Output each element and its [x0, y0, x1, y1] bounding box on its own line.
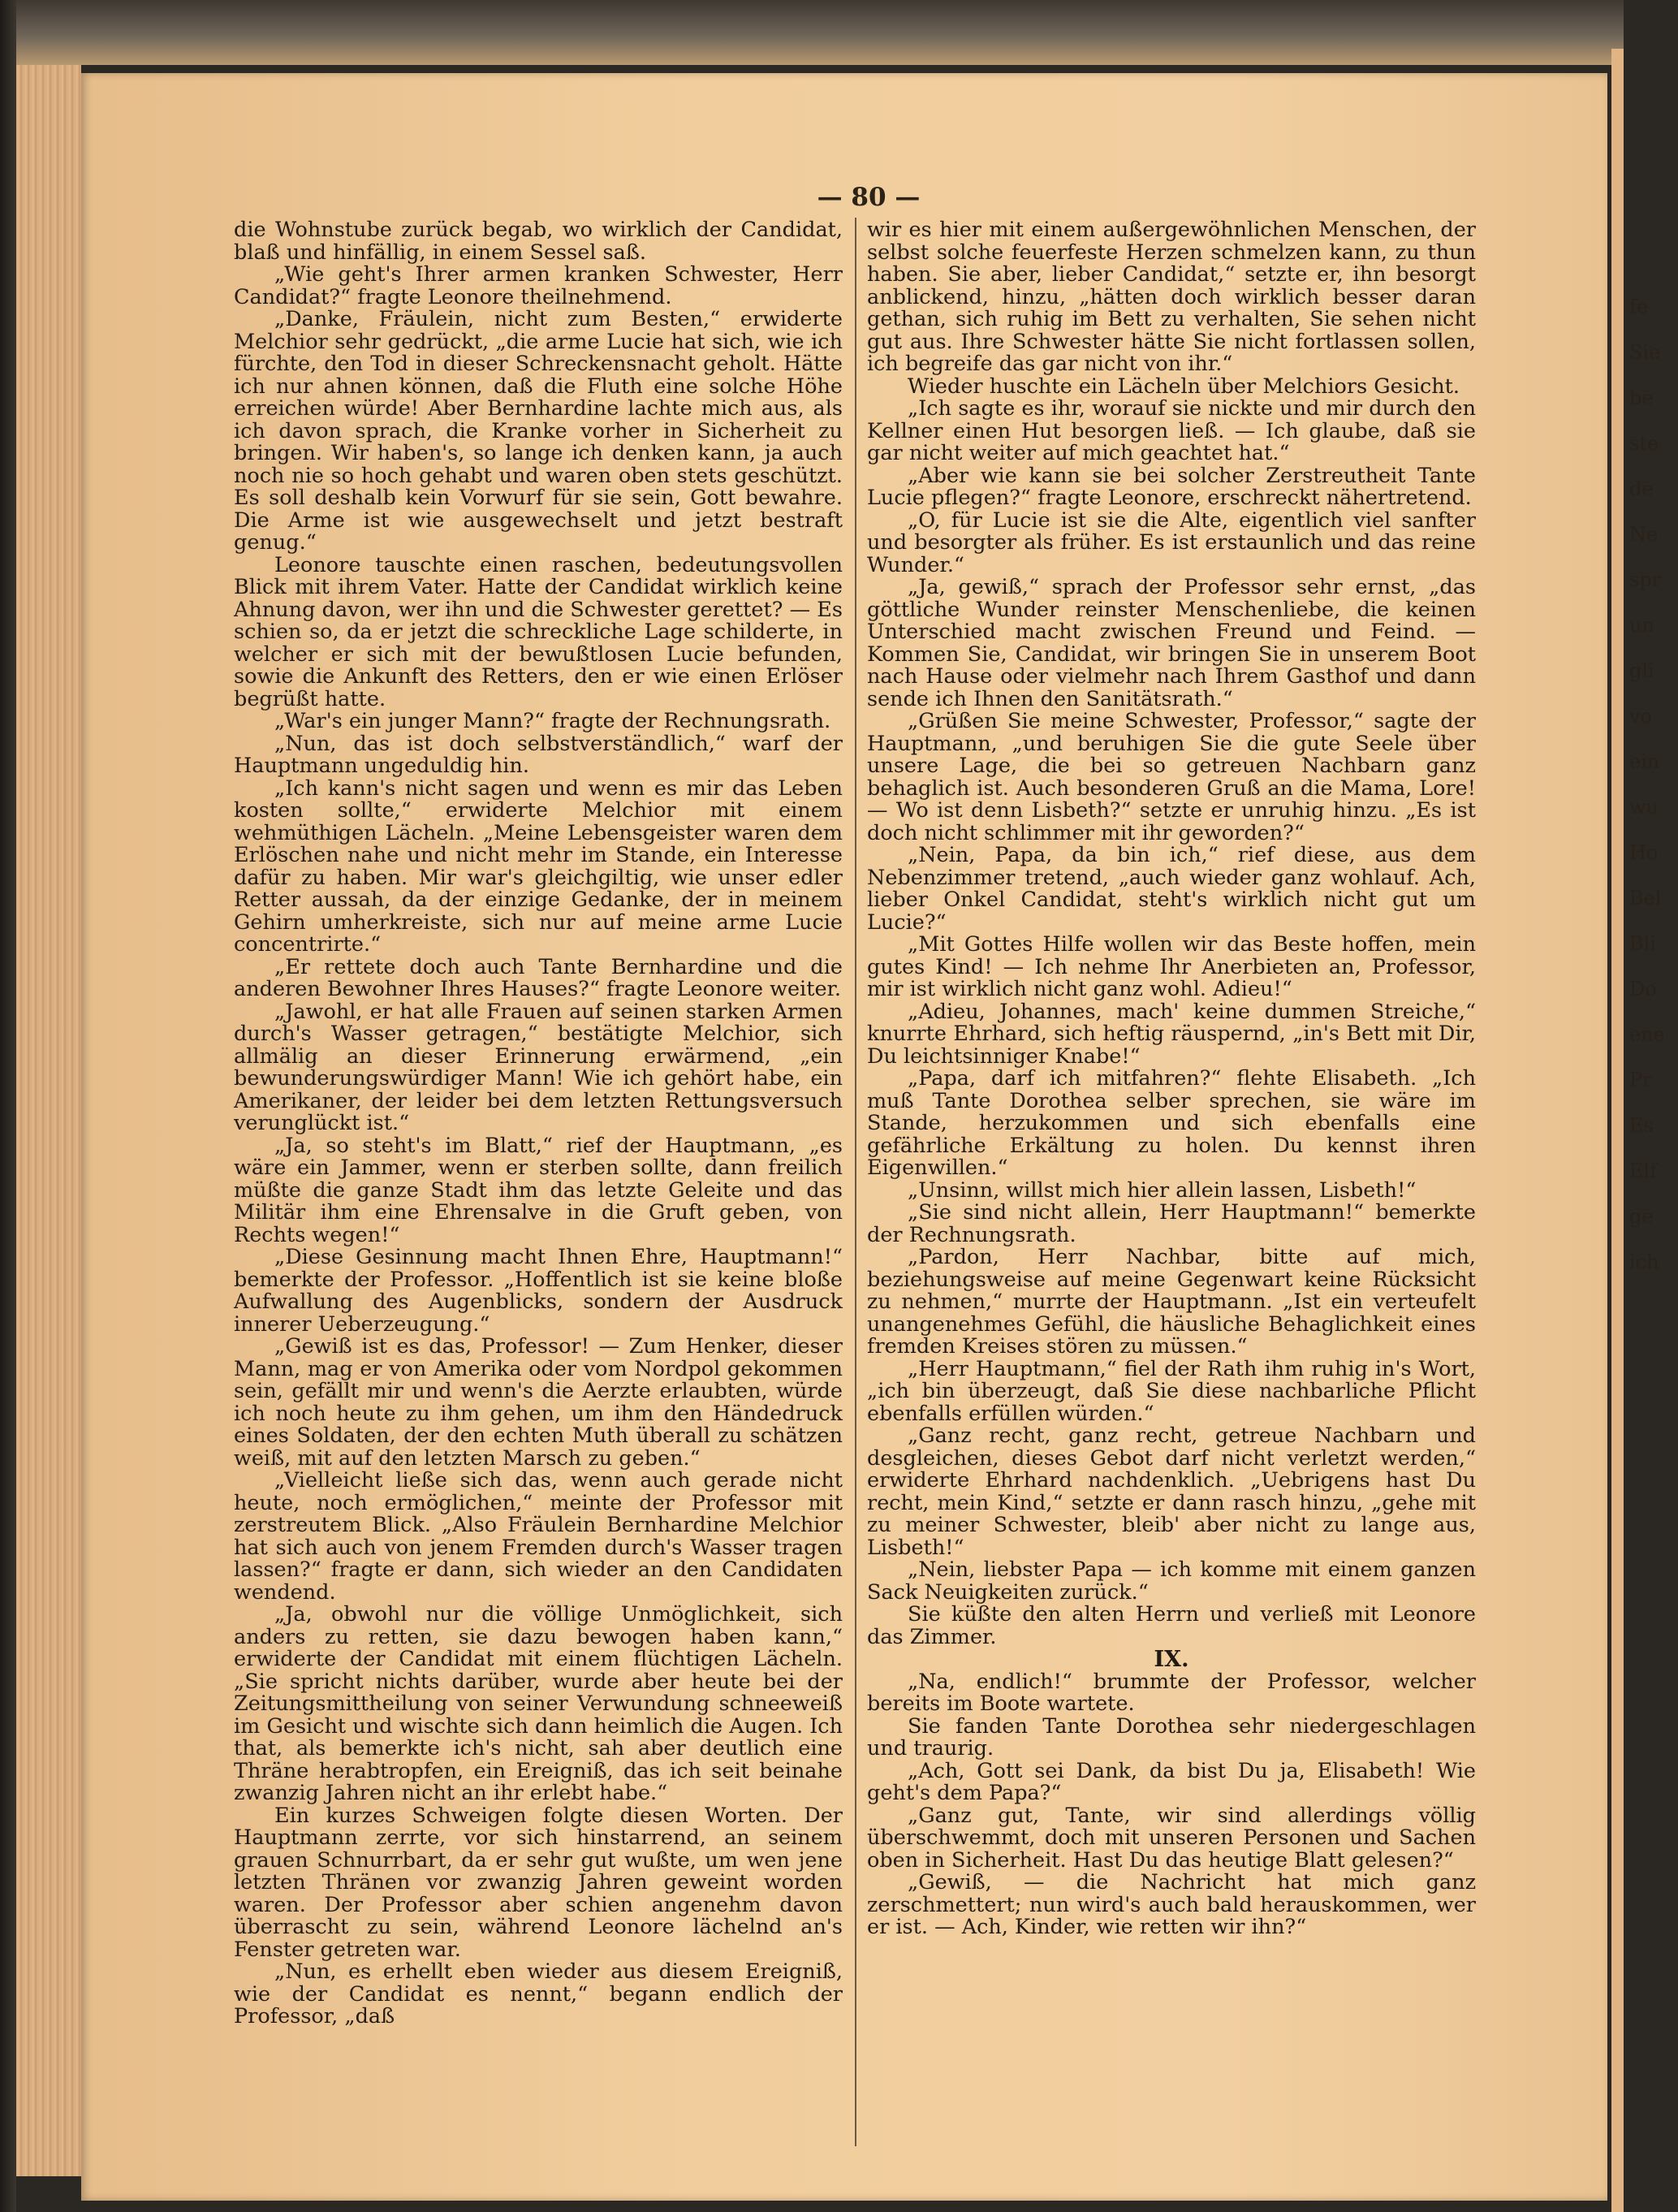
- paragraph: die Wohnstube zurück begab, wo wirklich der Candidat, blaß und hinfällig, in einem Sessel saß.: [234, 218, 843, 265]
- paragraph: Sie küßte den alten Herrn und verließ mit Leonore das Zimmer.: [867, 1602, 1476, 1649]
- next-page-fragment: ene: [1629, 1023, 1665, 1046]
- paragraph: „Nein, liebster Papa — ich komme mit einem ganzen Sack Neuigkeiten zurück.“: [867, 1557, 1476, 1605]
- text-column-right: [867, 219, 1476, 1939]
- page-stack-edges: [16, 65, 81, 2176]
- paragraph: „Ganz gut, Tante, wir sind allerdings völlig überschwemmt, doch mit unseren Personen und Sachen oben in Sicherheit. Hast Du das heutige Blatt gelesen?“: [867, 1803, 1476, 1873]
- paragraph: Ein kurzes Schweigen folgte diesen Worten. Der Hauptmann zerrte, vor sich hinstarrend, an seinem grauen Schnurrbart, da er sehr gut wußte, um wen jene letzten Thränen vor zwanzig Jahren geweint worden waren. Der Professor aber schien angenehm davon überrascht zu sein, während Leonore lächelnd an's Fenster getreten war.: [234, 1803, 843, 1962]
- next-page-fragment: Ne: [1629, 523, 1659, 546]
- paragraph: „Aber wie kann sie bei solcher Zerstreutheit Tante Lucie pflegen?“ fragte Leonore, erschreckt nähertretend.: [867, 463, 1476, 510]
- paragraph: „Ganz recht, ganz recht, getreue Nachbarn und desgleichen, dieses Gebot darf nicht verletzt werden,“ erwiderte Ehrhard nachdenklich. „Uebrigens hast Du recht, mein Kind,“ setzte er dann rasch hinzu, „gehe mit zu meiner Schwester, bleib' aber nicht zu lange aus, Lisbeth!“: [867, 1424, 1476, 1560]
- next-page-fragment: Elf: [1629, 1160, 1658, 1182]
- paragraph: „Adieu, Johannes, mach' keine dummen Streiche,“ knurrte Ehrhard, sich heftig räuspernd, „in's Bett mit Dir, Du leichtsinniger Knabe!“: [867, 999, 1476, 1069]
- paragraph: „Pardon, Herr Nachbar, bitte auf mich, beziehungsweise auf meine Gegenwart keine Rücksicht zu nehmen,“ murrte der Hauptmann. „Ist ein verteufelt unangenehmes Gefühl, die häusliche Behaglichkeit eines fremden Kreises stören zu müssen.“: [867, 1245, 1476, 1359]
- column-divider: [855, 218, 856, 2146]
- paragraph: „Vielleicht ließe sich das, wenn auch gerade nicht heute, noch ermöglichen,“ meinte der Professor mit zerstreutem Blick. „Also Fräulein Bernhardine Melchior hat sich auch von jenem Fremden durch's Wasser tragen lassen?“ fragte er dann, sich wieder an den Candidaten wendend.: [234, 1468, 843, 1605]
- paragraph: „Ja, so steht's im Blatt,“ rief der Hauptmann, „es wäre ein Jammer, wenn er sterben sollte, dann freilich müßte die ganze Stadt ihm das letzte Geleite und das Militär ihm eine Ehrensalve in die Gruft geben, von Rechts wegen!“: [234, 1133, 843, 1247]
- paragraph: „Na, endlich!“ brummte der Professor, welcher bereits im Boote wartete.: [867, 1669, 1476, 1716]
- paragraph: „Ja, gewiß,“ sprach der Professor sehr ernst, „das göttliche Wunder reinster Menschenliebe, die keinen Unterschied macht zwischen Freund und Feind. — Kommen Sie, Candidat, wir bringen Sie in unserem Boot nach Hause oder vielmehr nach Ihrem Gasthof und dann sende ich Ihnen den Sanitätsrath.“: [867, 575, 1476, 711]
- next-page-fragment: ge: [1629, 1205, 1654, 1228]
- paragraph: „Nun, das ist doch selbstverständlich,“ warf der Hauptmann ungeduldig hin.: [234, 731, 843, 778]
- paragraph: „Papa, darf ich mitfahren?“ flehte Elisabeth. „Ich muß Tante Dorothea selber sprechen, sie wäre im Stande, herzukommen und sich ebenfalls eine gefährliche Erkältung zu holen. Du kennst ihren Eigenwillen.“: [867, 1066, 1476, 1180]
- paragraph: Leonore tauschte einen raschen, bedeutungsvollen Blick mit ihrem Vater. Hatte der Candidat wirklich keine Ahnung davon, wer ihn und die Schwester gerettet? — Es schien so, da er jetzt die schreckliche Lage schilderte, in welcher er sich mit der bewußtlosen Lucie befunden, sowie die Ankunft des Retters, den er wie einen Erlöser begrüßt hatte.: [234, 552, 843, 711]
- book-cover-edge: [0, 0, 16, 2212]
- paragraph: „Diese Gesinnung macht Ihnen Ehre, Hauptmann!“ bemerkte der Professor. „Hoffentlich ist sie keine bloße Aufwallung des Augenblicks, sondern der Ausdruck innerer Ueberzeugung.“: [234, 1245, 843, 1337]
- next-page-fragment: Bel: [1629, 887, 1662, 909]
- paragraph: Wieder huschte ein Lächeln über Melchiors Gesicht.: [908, 374, 1460, 399]
- paragraph: wir es hier mit einem außergewöhnlichen Menschen, der selbst solche feuerfeste Herzen schmelzen kann, zu thun haben. Sie aber, lieber Candidat,“ setzte er, ihn besorgt anblickend, hinzu, „hätten doch wirklich besser daran gethan, sich ruhig im Bett zu verhalten, Sie sehen nicht gut aus. Ihre Schwester hätte Sie nicht fortlassen sollen, ich begreife das gar nicht von ihr.“: [867, 218, 1476, 376]
- paragraph: „Gewiß, — die Nachricht hat mich ganz zerschmettert; nun wird's auch bald herauskommen, wer er ist. — Ach, Kinder, wie retten wir ihn?“: [867, 1870, 1476, 1939]
- paragraph: „Sie sind nicht allein, Herr Hauptmann!“ bemerkte der Rechnungsrath.: [867, 1200, 1476, 1247]
- next-page-fragment: spr: [1629, 568, 1662, 591]
- paragraph: „Mit Gottes Hilfe wollen wir das Beste hoffen, mein gutes Kind! — Ich nehme Ihr Anerbieten an, Professor, mir ist wirklich nicht ganz wohl. Adieu!“: [867, 932, 1476, 1001]
- paragraph: „Er rettete doch auch Tante Bernhardine und die anderen Bewohner Ihres Hauses?“ fragte Leonore weiter.: [234, 954, 843, 1001]
- paragraph: „Gewiß ist es das, Professor! — Zum Henker, dieser Mann, mag er von Amerika oder vom Nordpol gekommen sein, gefällt mir und wenn's die Aerzte erlaubten, würde ich noch heute zu ihm gehen, um ihm den Händedruck eines Soldaten, der den echten Muth überall zu schätzen weiß, mit auf den letzten Marsch zu geben.“: [234, 1334, 843, 1471]
- paragraph: „Danke, Fräulein, nicht zum Besten,“ erwiderte Melchior sehr gedrückt, „die arme Lucie hat sich, wie ich fürchte, den Tod in dieser Schreckensnacht geholt. Hätte ich nur ahnen können, daß die Fluth eine solche Höhe erreichen würde! Aber Bernhardine lachte mich aus, als ich davon sprach, die Kranke vorher in Sicherheit zu bringen. Wir haben's, so lange ich denken kann, ja auch noch nie so hoch gehabt und waren oben stets geschützt. Es soll deshalb kein Vorwurf für sie sein, Gott bewahre. Die Arme ist wie ausgewechselt und jetzt bestraft genug.“: [234, 307, 843, 555]
- next-page-fragment: Bli: [1629, 932, 1656, 955]
- next-page-fragment: ein: [1629, 750, 1660, 773]
- next-page-fragment: vo: [1629, 705, 1653, 728]
- next-page-fragment: Sie: [1629, 341, 1661, 364]
- paragraph: „Wie geht's Ihrer armen kranken Schwester, Herr Candidat?“ fragte Leonore theilnehmend.: [234, 262, 843, 309]
- next-page-fragment: Do: [1629, 978, 1657, 1000]
- paragraph: „Ich sagte es ihr, worauf sie nickte und mir durch den Kellner einen Hut besorgen ließ. — Ich glaube, daß sie gar nicht weiter auf mich geachtet hat.“: [867, 396, 1476, 465]
- next-page-fragment: ich: [1629, 1251, 1659, 1273]
- next-page-fragment: wu: [1629, 796, 1659, 819]
- paragraph: „Herr Hauptmann,“ fiel der Rath ihm ruhig in's Wort, „ich bin überzeugt, daß Sie diese nachbarliche Pflicht ebenfalls erfüllen würden.“: [867, 1356, 1476, 1426]
- next-page-fragment: Pr: [1629, 1069, 1652, 1091]
- paragraph: „Nun, es erhellt eben wieder aus diesem Ereigniß, wie der Candidat es nennt,“ begann endlich der Professor, „daß: [234, 1959, 843, 2028]
- next-page-fragment: fe: [1629, 296, 1649, 318]
- next-page-fragments: [1629, 284, 1678, 1285]
- paragraph: „Unsinn, willst mich hier allein lassen, Lisbeth!“: [908, 1177, 1417, 1203]
- next-page-edge: [1611, 49, 1624, 2212]
- next-page-fragment: be: [1629, 387, 1654, 409]
- next-page-fragment: de: [1629, 477, 1654, 500]
- book-top-edge: [16, 0, 1624, 65]
- text-column-left: [234, 219, 843, 2028]
- paragraph: „War's ein junger Mann?“ fragte der Rechnungsrath.: [274, 709, 831, 733]
- paragraph: „Jawohl, er hat alle Frauen auf seinen starken Armen durch's Wasser getragen,“ bestätigte Melchior, sich allmälig an dieser Erinnerung erwärmend, „ein bewunderungswürdiger Mann! Wie ich gehört habe, ein Amerikaner, der leider bei dem letzten Rettungsversuch verunglückt ist.“: [234, 999, 843, 1135]
- next-page-fragment: ste: [1629, 432, 1659, 455]
- paragraph: „Ich kann's nicht sagen und wenn es mir das Leben kosten sollte,“ erwiderte Melchior mit einem wehmüthigen Lächeln. „Meine Lebensgeister waren dem Erlöschen nahe und nicht mehr im Stande, ein Interesse dafür zu haben. Mir war's gleichgiltig, wie unser edler Retter aussah, da der einzige Gedanke, der in meinem Gehirn umherkreiste, sich nur auf meine arme Lucie concentrirte.“: [234, 775, 843, 957]
- next-page-fragment: gli: [1629, 659, 1654, 682]
- next-page-fragment: un: [1629, 614, 1654, 637]
- paragraph: „Ja, obwohl nur die völlige Unmöglichkeit, sich anders zu retten, sie dazu bewogen haben kann,“ erwiderte der Candidat mit einem flüchtigen Lächeln. „Sie spricht nichts darüber, wurde aber heute bei der Zeitungsmittheilung von seiner Verwundung schneeweiß im Gesicht und wischte sich dann heimlich die Augen. Ich that, als bemerkte ich's nicht, sah aber deutlich eine Thräne herabtropfen, ein Ereigniß, das ich seit beinahe zwanzig Jahren nicht an ihr erlebt habe.“: [234, 1602, 843, 1805]
- paragraph: „O, für Lucie ist sie die Alte, eigentlich viel sanfter und besorgter als früher. Es ist erstaunlich und das reine Wunder.“: [867, 508, 1476, 577]
- chapter-heading: IX.: [1154, 1647, 1189, 1672]
- paragraph: „Ach, Gott sei Dank, da bist Du ja, Elisabeth! Wie geht's dem Papa?“: [867, 1758, 1476, 1805]
- paragraph: „Grüßen Sie meine Schwester, Professor,“ sagte der Hauptmann, „und beruhigen Sie die gute Seele über unsere Lage, die bei so getreuen Nachbarn ganz behaglich ist. Auch besonderen Gruß an die Mama, Lore! — Wo ist denn Lisbeth?“ setzte er unruhig hinzu. „Es ist doch nicht schlimmer mit ihr geworden?“: [867, 709, 1476, 845]
- next-page-fragment: Ho: [1629, 841, 1659, 864]
- paragraph: Sie fanden Tante Dorothea sehr niedergeschlagen und traurig.: [867, 1713, 1476, 1761]
- next-page-fragment: Es: [1629, 1114, 1654, 1137]
- paragraph: „Nein, Papa, da bin ich,“ rief diese, aus dem Nebenzimmer tretend, „auch wieder ganz wohlauf. Ach, lieber Onkel Candidat, steht's wirklich nicht gut um Lucie?“: [867, 843, 1476, 935]
- page-number: — 80 —: [817, 183, 921, 212]
